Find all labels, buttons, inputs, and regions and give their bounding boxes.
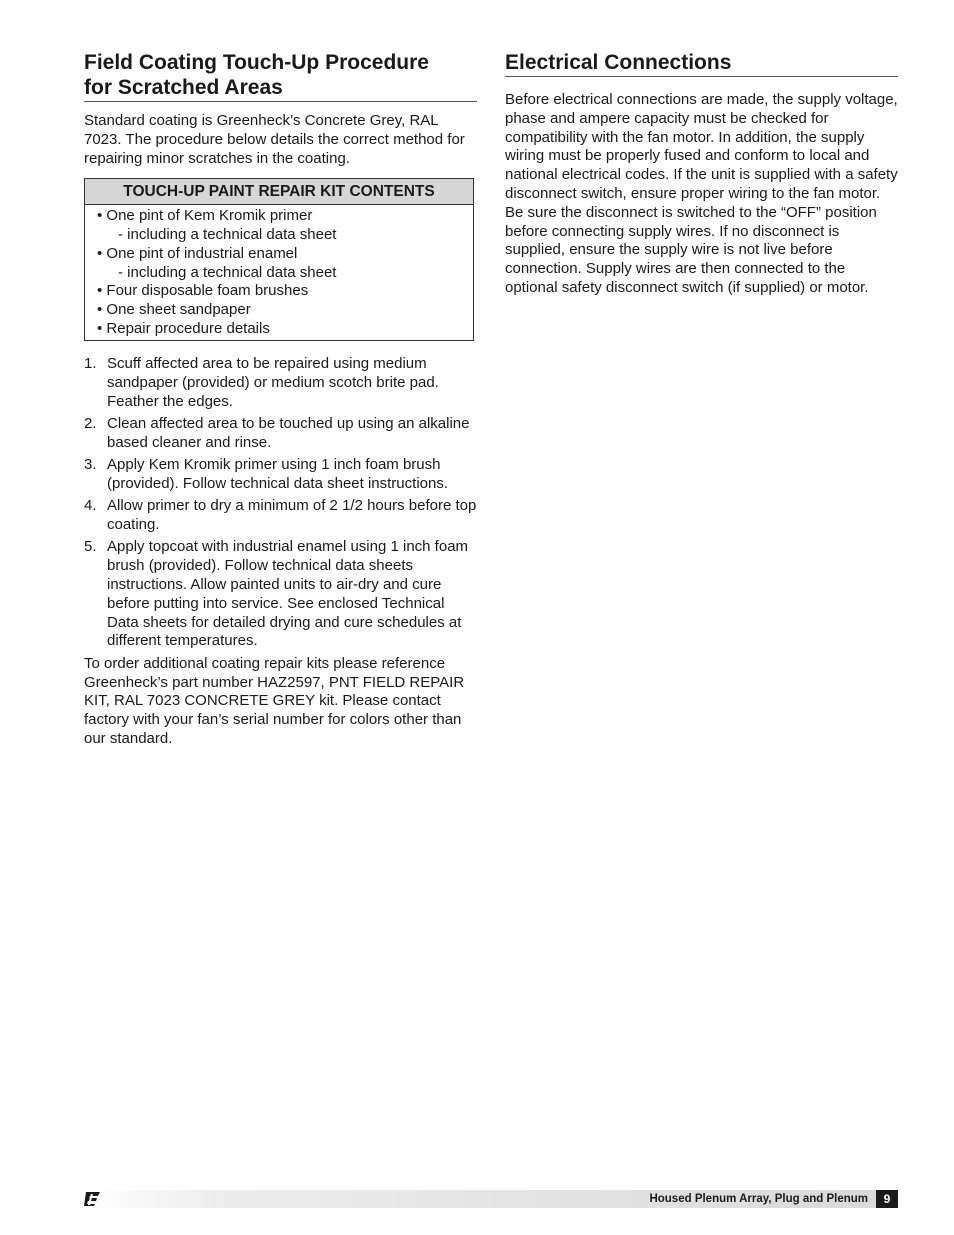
- procedure-steps: [84, 355, 477, 651]
- left-column: [84, 50, 477, 749]
- repair-kit-box: [84, 178, 474, 341]
- touch-up-heading: Field Coating Touch-Up Procedure for Scratched Areas: [84, 50, 477, 102]
- step-text: Scuff affected area to be repaired using medium sandpaper (provided) or medium scotch brite pad. Feather the edges.: [107, 355, 439, 410]
- repair-kit-title: TOUCH-UP PAINT REPAIR KIT CONTENTS: [85, 179, 473, 205]
- page-number: 9: [876, 1190, 898, 1208]
- page-footer: [84, 1190, 898, 1208]
- step-text: Clean affected area to be touched up using an alkaline based cleaner and rinse.: [107, 415, 470, 451]
- procedure-step: [84, 415, 477, 453]
- kit-item: • One sheet sandpaper: [97, 300, 251, 318]
- step-number: 3.: [84, 456, 97, 474]
- footer-title: Housed Plenum Array, Plug and Plenum: [649, 1193, 868, 1205]
- kit-item: • One pint of industrial enamel: [97, 244, 298, 262]
- procedure-step: [84, 355, 477, 411]
- kit-item: • One pint of Kem Kromik primer: [97, 207, 313, 225]
- step-number: 5.: [84, 538, 97, 556]
- procedure-step: [84, 538, 477, 651]
- procedure-step: [84, 456, 477, 494]
- touch-up-intro: Standard coating is Greenheck’s Concrete Grey, RAL 7023. The procedure below details the correct method for repairing minor scratches in the coating.: [84, 112, 465, 167]
- kit-item: • Repair procedure details: [97, 319, 270, 337]
- step-number: 4.: [84, 497, 97, 515]
- order-note: To order additional coating repair kits please reference Greenheck’s part number HAZ2597, PNT FIELD REPAIR KIT, RAL 7023 CONCRETE GREY kit. Please contact factory with your fan’s serial number for colors other than our standard.: [84, 654, 465, 747]
- procedure-step: [84, 497, 477, 535]
- kit-item: • Four disposable foam brushes: [97, 282, 309, 300]
- repair-kit-list: [85, 205, 473, 340]
- step-text: Allow primer to dry a minimum of 2 1/2 hours before top coating.: [107, 497, 477, 534]
- step-number: 2.: [84, 415, 97, 433]
- step-text: Apply topcoat with industrial enamel using 1 inch foam brush (provided). Follow technical data sheets instructions. Allow painted units to air-dry and cure before putting into service. See enclosed Technical Data sheets for detailed drying and cure schedules at different temperatures.: [107, 538, 469, 650]
- step-number: 1.: [84, 355, 97, 373]
- greenheck-logo-icon: [84, 1190, 102, 1208]
- right-column: [505, 50, 898, 298]
- step-text: Apply Kem Kromik primer using 1 inch foam brush (provided). Follow technical data sheet instructions.: [107, 456, 449, 493]
- kit-subitem: - including a technical data sheet: [118, 263, 337, 281]
- electrical-heading: Electrical Connections: [505, 50, 898, 77]
- kit-subitem: - including a technical data sheet: [118, 226, 337, 244]
- electrical-body: Before electrical connections are made, the supply voltage, phase and ampere capacity must be checked for compatibility with the fan motor. In addition, the supply wiring must be properly fused and conform to local and national electrical codes. If the unit is supplied with a safety disconnect switch, ensure proper wiring to the fan motor. Be sure the disconnect is switched to the “OFF” position before connecting supply wires. If no disconnect is supplied, ensure the supply wire is not live before connection. Supply wires are then connected to the optional safety disconnect switch (if supplied) or motor.: [505, 91, 898, 296]
